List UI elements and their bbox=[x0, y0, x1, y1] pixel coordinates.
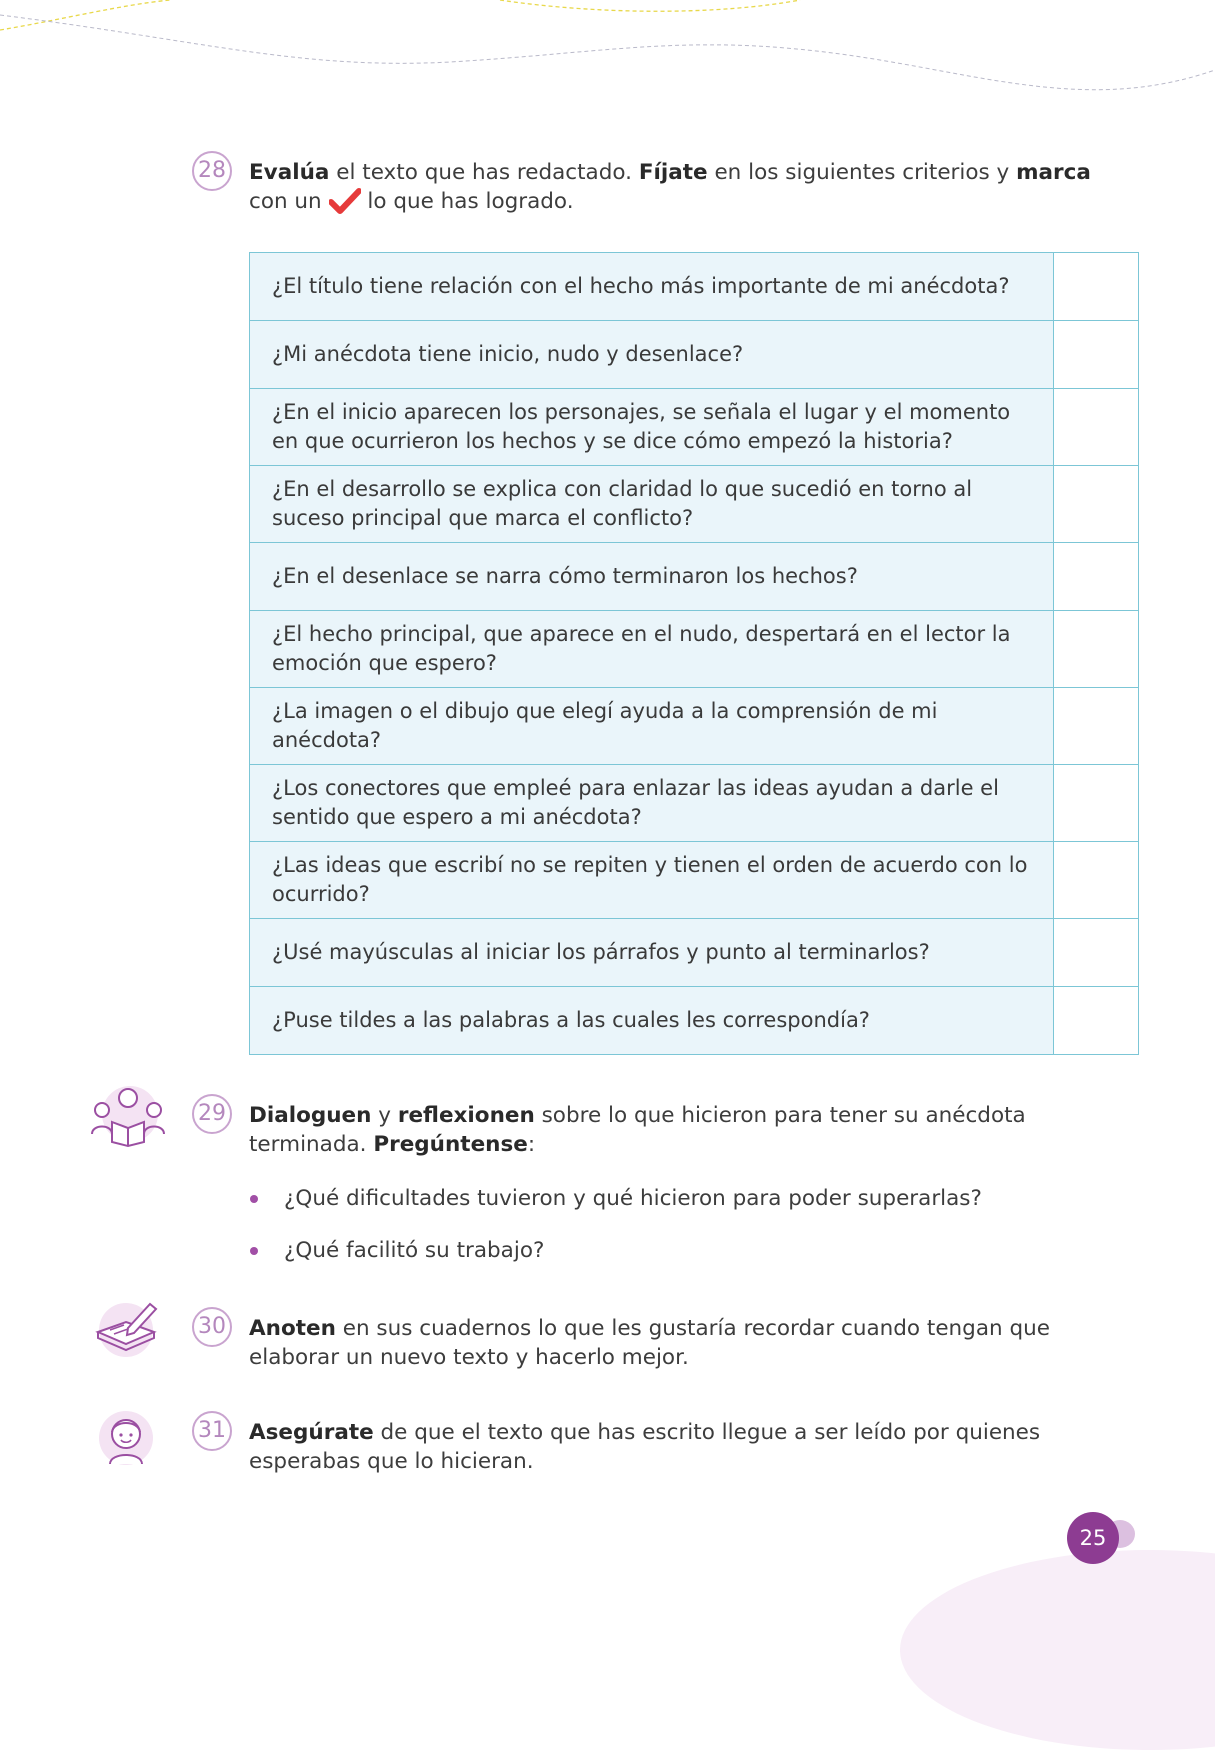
criterion-text: ¿En el desenlace se narra cómo terminaron los hechos? bbox=[250, 543, 1054, 611]
activity-number-31: 31 bbox=[192, 1411, 232, 1451]
check-box[interactable] bbox=[1053, 389, 1138, 466]
criterion-text: ¿El título tiene relación con el hecho más importante de mi anécdota? bbox=[250, 253, 1054, 321]
check-box[interactable] bbox=[1053, 987, 1138, 1055]
table-row bbox=[250, 543, 1139, 611]
table-row bbox=[250, 987, 1139, 1055]
list-item bbox=[248, 1184, 982, 1213]
bullet-icon bbox=[250, 1247, 258, 1255]
criterion-text: ¿Puse tildes a las palabras a las cuales les correspondía? bbox=[250, 987, 1054, 1055]
page-number: 25 bbox=[1067, 1512, 1119, 1564]
notebook-pencil-icon bbox=[94, 1298, 158, 1358]
check-box[interactable] bbox=[1053, 842, 1138, 919]
text: y bbox=[371, 1103, 398, 1128]
criterion-text: ¿Usé mayúsculas al iniciar los párrafos y punto al terminarlos? bbox=[250, 919, 1054, 987]
activity-28-instruction bbox=[249, 158, 1129, 216]
text: en sus cuadernos lo que les gustaría recordar cuando tengan que elaborar un nuevo texto y hacerlo mejor. bbox=[249, 1316, 1050, 1370]
bullet-icon bbox=[250, 1195, 258, 1203]
activity-29-instruction bbox=[249, 1101, 1049, 1159]
text: con un bbox=[249, 189, 329, 214]
table-row bbox=[250, 688, 1139, 765]
text: en los siguientes criterios y bbox=[707, 160, 1017, 185]
keyword-reflexionen: reflexionen bbox=[397, 1103, 535, 1128]
text: el texto que has redactado. bbox=[329, 160, 639, 185]
decorative-waves bbox=[0, 0, 1215, 110]
criterion-text: ¿Las ideas que escribí no se repiten y tienen el orden de acuerdo con lo ocurrido? bbox=[250, 842, 1054, 919]
question-text: ¿Qué facilitó su trabajo? bbox=[284, 1238, 545, 1263]
criterion-text: ¿En el inicio aparecen los personajes, se señala el lugar y el momento en que ocurrieron los hechos y se dice cómo empezó la historia? bbox=[250, 389, 1054, 466]
student-icon bbox=[96, 1408, 156, 1468]
check-box[interactable] bbox=[1053, 543, 1138, 611]
table-row bbox=[250, 466, 1139, 543]
table-row bbox=[250, 765, 1139, 842]
text: : bbox=[527, 1132, 536, 1157]
criterion-text: ¿Los conectores que empleé para enlazar las ideas ayudan a darle el sentido que espero a mi anécdota? bbox=[250, 765, 1054, 842]
check-box[interactable] bbox=[1053, 466, 1138, 543]
keyword-marca: marca bbox=[1016, 160, 1091, 185]
keyword-anoten: Anoten bbox=[249, 1316, 336, 1341]
text: lo que has logrado. bbox=[360, 189, 574, 214]
table-row bbox=[250, 253, 1139, 321]
check-icon bbox=[329, 188, 361, 214]
text: de que el texto que has escrito llegue a ser leído por quienes esperabas que lo hicieran. bbox=[249, 1420, 1041, 1474]
criterion-text: ¿Mi anécdota tiene inicio, nudo y desenlace? bbox=[250, 321, 1054, 389]
table-row bbox=[250, 321, 1139, 389]
criterion-text: ¿El hecho principal, que aparece en el nudo, despertará en el lector la emoción que espero? bbox=[250, 611, 1054, 688]
reflection-questions bbox=[248, 1184, 982, 1288]
check-box[interactable] bbox=[1053, 321, 1138, 389]
keyword-fijate: Fíjate bbox=[638, 160, 708, 185]
keyword-asegurate: Asegúrate bbox=[249, 1420, 374, 1445]
activity-number-28: 28 bbox=[192, 151, 232, 191]
self-evaluation-table bbox=[249, 252, 1139, 1055]
activity-number-30: 30 bbox=[192, 1307, 232, 1347]
table-row bbox=[250, 611, 1139, 688]
keyword-dialoguen: Dialoguen bbox=[249, 1103, 372, 1128]
activity-31-instruction bbox=[249, 1418, 1109, 1476]
criterion-text: ¿En el desarrollo se explica con claridad lo que sucedió en torno al suceso principal que marca el conflicto? bbox=[250, 466, 1054, 543]
table-row bbox=[250, 842, 1139, 919]
decorative-corner bbox=[900, 1550, 1215, 1750]
list-item bbox=[248, 1236, 982, 1265]
activity-number-29: 29 bbox=[192, 1094, 232, 1134]
table-row bbox=[250, 389, 1139, 466]
check-box[interactable] bbox=[1053, 919, 1138, 987]
check-box[interactable] bbox=[1053, 611, 1138, 688]
check-box[interactable] bbox=[1053, 253, 1138, 321]
check-box[interactable] bbox=[1053, 688, 1138, 765]
check-box[interactable] bbox=[1053, 765, 1138, 842]
group-reading-icon bbox=[86, 1084, 170, 1148]
table-row bbox=[250, 919, 1139, 987]
activity-30-instruction bbox=[249, 1314, 1109, 1372]
criterion-text: ¿La imagen o el dibujo que elegí ayuda a la comprensión de mi anécdota? bbox=[250, 688, 1054, 765]
question-text: ¿Qué dificultades tuvieron y qué hicieron para poder superarlas? bbox=[284, 1186, 982, 1211]
keyword-evalua: Evalúa bbox=[249, 160, 330, 185]
keyword-preguntense: Pregúntense bbox=[373, 1132, 528, 1157]
text: sobre lo que hicieron para tener su anécdota terminada. bbox=[249, 1103, 1026, 1157]
